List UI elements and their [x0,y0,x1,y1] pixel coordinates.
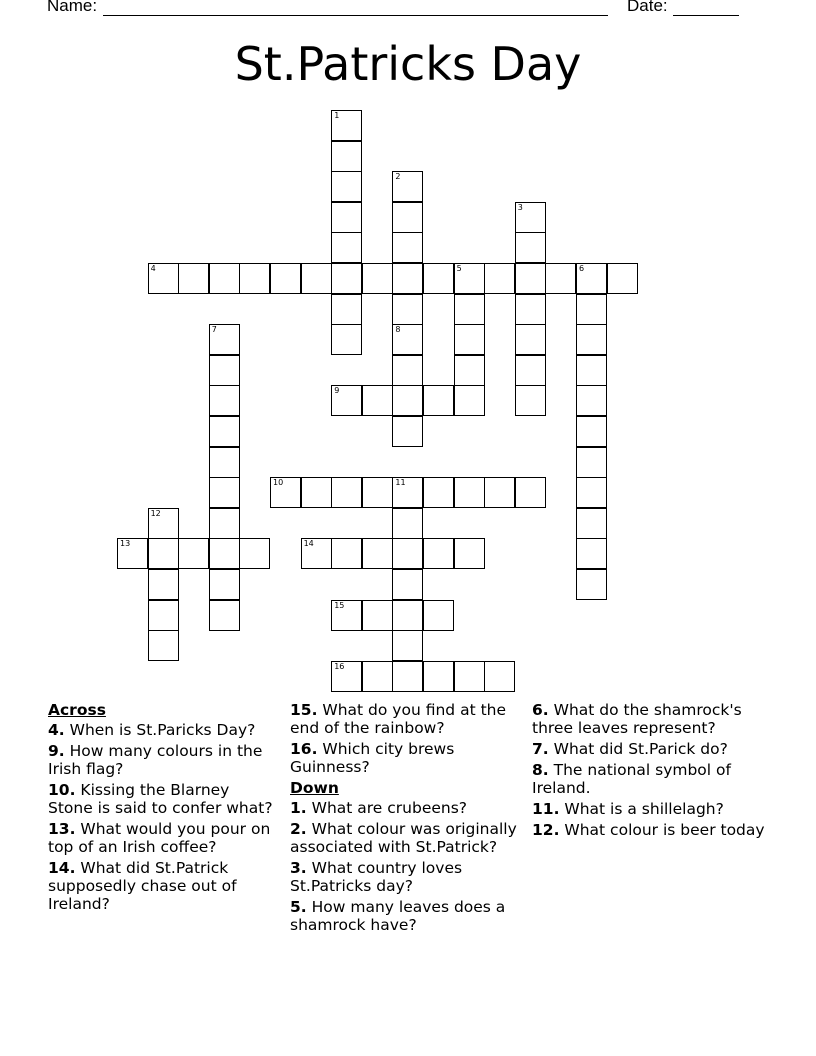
grid-cell[interactable] [148,569,179,600]
grid-cell[interactable] [515,294,546,325]
clue-across-15: 15. What do you find at the end of the rainbow? [290,701,507,737]
puzzle-title: St.Patricks Day [234,37,582,91]
grid-cell[interactable] [392,202,423,233]
grid-cell[interactable] [392,630,423,661]
grid-cell[interactable] [209,324,240,355]
down-heading: Down [290,779,339,797]
clues-column-3 [532,701,772,842]
grid-cell[interactable] [576,355,607,386]
clue-down-7: 7. What did St.Parick do? [532,740,728,758]
grid-cell[interactable] [331,232,362,263]
grid-cell[interactable] [117,538,148,569]
grid-cell[interactable] [392,661,423,692]
grid-cell[interactable] [576,263,607,294]
grid-cell[interactable] [392,263,423,294]
grid-cell[interactable] [301,263,332,294]
grid-cell[interactable] [209,569,240,600]
grid-cell[interactable] [484,263,515,294]
clue-down-12: 12. What colour is beer today [532,821,765,839]
grid-cell[interactable] [607,263,638,294]
cell-number: 1 [334,111,340,120]
grid-cell[interactable] [209,355,240,386]
grid-cell[interactable] [454,324,485,355]
grid-cell[interactable] [392,294,423,325]
grid-cell[interactable] [209,416,240,447]
grid-cell[interactable] [178,263,209,294]
grid-cell[interactable] [545,263,576,294]
clue-across-10: 10. Kissing the Blarney Stone is said to confer what? [48,781,273,817]
grid-cell[interactable] [301,477,332,508]
clue-down-11: 11. What is a shillelagh? [532,800,724,818]
grid-cell[interactable] [331,110,362,141]
grid-cell[interactable] [392,324,423,355]
clue-across-9: 9. How many colours in the Irish flag? [48,742,263,778]
grid-cell[interactable] [454,477,485,508]
grid-cell[interactable] [331,661,362,692]
grid-cell[interactable] [209,600,240,631]
clue-down-3: 3. What country loves St.Patricks day? [290,859,463,895]
grid-cell[interactable] [576,416,607,447]
cell-number: 13 [120,539,131,549]
grid-cell[interactable] [576,538,607,569]
grid-cell[interactable] [148,538,179,569]
clue-across-14: 14. What did St.Patrick supposedly chase out of Ireland? [48,859,237,913]
grid-cell[interactable] [454,355,485,386]
grid-cell[interactable] [362,477,393,508]
grid-cell[interactable] [239,538,270,569]
grid-cell[interactable] [362,661,393,692]
grid-cell[interactable] [515,355,546,386]
grid-cell[interactable] [362,385,393,416]
grid-cell[interactable] [178,538,209,569]
cell-number: 12 [150,508,161,518]
grid-cell[interactable] [331,538,362,569]
grid-cell[interactable] [362,538,393,569]
cell-number: 2 [395,172,401,182]
grid-cell[interactable] [148,630,179,661]
grid-cell[interactable] [454,538,485,569]
grid-cell[interactable] [331,141,362,172]
clue-across-13: 13. What would you pour on top of an Irish coffee? [48,820,271,856]
grid-cell[interactable] [209,263,240,294]
name-label: Name: [47,0,98,15]
grid-cell[interactable] [515,263,546,294]
grid-cell[interactable] [331,294,362,325]
grid-cell[interactable] [148,263,179,294]
grid-cell[interactable] [148,508,179,539]
cell-number: 15 [334,600,345,610]
grid-cell[interactable] [392,385,423,416]
grid-cell[interactable] [270,477,301,508]
date-label: Date: [627,0,668,15]
cell-number: 5 [456,264,462,273]
grid-cell[interactable] [484,661,515,692]
grid-cell[interactable] [576,508,607,539]
grid-cell[interactable] [148,600,179,631]
grid-cell[interactable] [515,232,546,263]
grid-cell[interactable] [392,538,423,569]
grid-cell[interactable] [454,385,485,416]
grid-cell[interactable] [209,538,240,569]
grid-cell[interactable] [331,263,362,294]
clues-column-2 [290,701,520,937]
grid-cell[interactable] [576,569,607,600]
grid-cell[interactable] [576,385,607,416]
grid-cell[interactable] [576,477,607,508]
grid-cell[interactable] [331,171,362,202]
grid-cell[interactable] [392,171,423,202]
grid-cell[interactable] [270,263,301,294]
grid-cell[interactable] [209,447,240,478]
grid-cell[interactable] [331,385,362,416]
clue-down-1: 1. What are crubeens? [290,799,468,817]
clue-down-2: 2. What colour was originally associated with St.Patrick? [290,820,517,856]
grid-cell[interactable] [331,324,362,355]
grid-cell[interactable] [515,324,546,355]
grid-cell[interactable] [392,569,423,600]
grid-cell[interactable] [392,232,423,263]
grid-cell[interactable] [331,477,362,508]
cell-number: 14 [303,539,314,549]
grid-cell[interactable] [423,477,454,508]
grid-cell[interactable] [392,416,423,447]
grid-cell[interactable] [484,477,515,508]
grid-cell[interactable] [454,661,485,692]
clues-column-1 [48,701,278,916]
cell-number: 7 [211,325,217,335]
grid-cell[interactable] [454,294,485,325]
cell-number: 3 [517,202,523,212]
grid-cell[interactable] [362,600,393,631]
grid-cell[interactable] [576,447,607,478]
grid-cell[interactable] [209,477,240,508]
grid-cell[interactable] [423,263,454,294]
clue-down-5: 5. How many leaves does a shamrock have? [290,898,506,934]
grid-cell[interactable] [392,508,423,539]
cell-number: 16 [334,661,345,671]
grid-cell[interactable] [392,477,423,508]
grid-cell[interactable] [209,508,240,539]
grid-cell[interactable] [301,538,332,569]
clue-across-4: 4. When is St.Paricks Day? [48,721,256,739]
clue-across-16: 16. Which city brews Guinness? [290,740,455,776]
grid-cell[interactable] [454,263,485,294]
cell-number: 11 [395,478,406,488]
clue-down-8: 8. The national symbol of Ireland. [532,761,731,797]
grid-cell[interactable] [423,600,454,631]
grid-cell[interactable] [515,385,546,416]
grid-cell[interactable] [331,202,362,233]
grid-cell[interactable] [515,477,546,508]
cell-number: 9 [334,386,340,396]
across-heading: Across [48,701,106,719]
grid-cell[interactable] [392,600,423,631]
grid-cell[interactable] [423,538,454,569]
grid-cell[interactable] [576,294,607,325]
clue-down-6: 6. What do the shamrock's three leaves represent? [532,701,742,737]
grid-cell[interactable] [239,263,270,294]
grid-cell[interactable] [576,324,607,355]
grid-cell[interactable] [423,385,454,416]
grid-cell[interactable] [515,202,546,233]
cell-number: 8 [395,325,401,335]
grid-cell[interactable] [331,600,362,631]
cell-number: 10 [273,478,284,488]
grid-cell[interactable] [209,385,240,416]
cell-number: 4 [150,264,156,273]
grid-cell[interactable] [362,263,393,294]
cell-number: 6 [579,264,585,273]
grid-cell[interactable] [392,355,423,386]
grid-cell[interactable] [423,661,454,692]
